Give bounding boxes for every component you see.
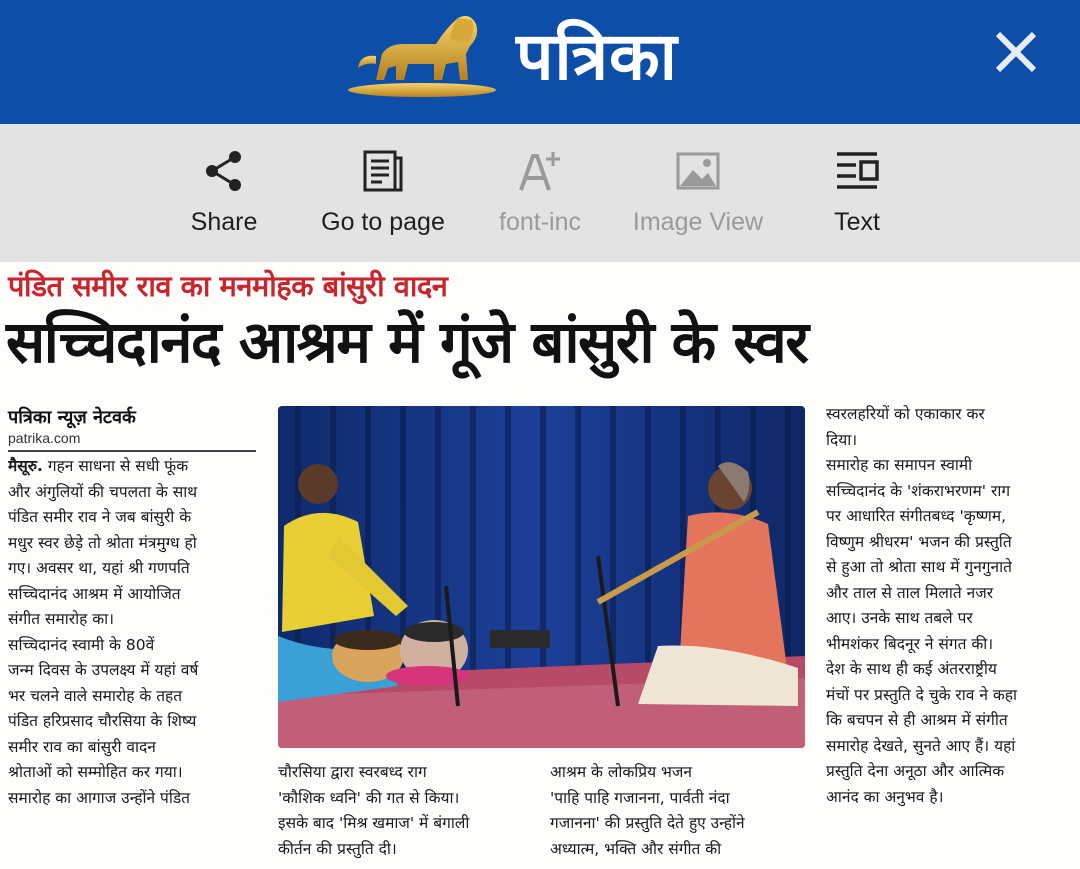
image-view-button[interactable] <box>624 148 772 248</box>
column-line: गए। अवसर था, यहां श्री गणपति <box>8 559 190 577</box>
column-line: सच्चिदानंद के 'शंकराभरणम' राग <box>826 481 1011 500</box>
column-line: भर चलने वाले समारोह के तहत <box>8 686 183 705</box>
byline-divider <box>8 450 256 452</box>
reader-toolbar <box>0 124 1080 262</box>
article-photo <box>278 406 805 748</box>
go-to-page-label: Go to page <box>321 208 445 236</box>
column-line: आए। उनके साथ तबले पर <box>826 609 973 627</box>
image-icon <box>675 148 721 194</box>
column-line: पंडित हरिप्रसाद चौरसिया के शिष्य <box>8 712 197 730</box>
image-view-label: Image View <box>632 208 764 236</box>
column-line: भीमशंकर बिदनूर ने संगत की। <box>826 634 994 653</box>
close-button[interactable] <box>986 22 1046 82</box>
column-line: पंडित समीर राव ने जब बांसुरी के <box>8 508 192 526</box>
column-line: प्रस्तुति देना अनूठा और आत्मिक <box>826 762 1005 780</box>
app-header <box>0 0 1080 124</box>
column-line: श्रोताओं को सम्मोहित कर गया। <box>8 763 183 781</box>
font-increase-label: font-inc <box>499 208 581 236</box>
page-icon <box>360 148 406 194</box>
share-label: Share <box>190 208 258 236</box>
dateline: मैसूरु. <box>8 457 43 475</box>
font-increase-button[interactable] <box>490 148 590 248</box>
article-column-4 <box>826 402 1076 810</box>
column-line: आनंद का अनुभव है। <box>826 787 944 806</box>
column-line: चौरसिया द्वारा स्वरबध्द राग <box>278 763 427 781</box>
byline: पत्रिका न्यूज़ नेटवर्क <box>8 407 136 428</box>
close-icon <box>986 22 1046 82</box>
share-icon <box>201 148 247 194</box>
column-line: अध्यात्म, भक्ति और संगीत की <box>550 839 722 858</box>
column-line: देश के साथ ही कई अंतरराष्ट्रीय <box>826 660 997 678</box>
column-line: समीर राव का बांसुरी वादन <box>8 737 156 756</box>
patrika-logo <box>346 8 746 104</box>
column-line: मैसूरु. गहन साधना से सधी फूंक <box>8 457 189 475</box>
column-line: और अंगुलियों की चपलता के साथ <box>8 482 198 501</box>
text-view-icon <box>834 148 880 194</box>
column-line: जन्म दिवस के उपलक्ष्य में यहां वर्ष <box>8 661 199 679</box>
column-line: समारोह देखते, सुनते आए हैं। यहां <box>826 736 1016 755</box>
lion-emblem-icon <box>346 8 496 100</box>
column-line: गजानना' की प्रस्तुति देते हुए उन्होंने <box>550 814 745 832</box>
article-clipping <box>0 262 1080 869</box>
column-line: कीर्तन की प्रस्तुति दी। <box>278 839 397 858</box>
font-increase-icon <box>517 148 563 194</box>
article-column-3 <box>550 760 812 862</box>
column-line: समारोह का समापन स्वामी <box>826 456 973 474</box>
column-line: दिया। <box>826 430 858 449</box>
go-to-page-button[interactable] <box>310 148 456 248</box>
column-line: 'कौशिक ध्वनि' की गत से किया। <box>278 788 460 807</box>
text-view-button[interactable] <box>822 148 892 248</box>
article-kicker: पंडित समीर राव का मनमोहक बांसुरी वादन <box>8 269 448 303</box>
column-line: विष्णुम श्रीधरम' भजन की प्रस्तुति <box>826 532 1012 551</box>
share-button[interactable] <box>174 148 274 248</box>
performers-image <box>278 406 805 748</box>
column-line: 'पाहि पाहि गजानना, पार्वती नंदा <box>550 788 730 807</box>
column-line: सच्चिदानंद आश्रम में आयोजित <box>8 584 181 603</box>
column-line: मधुर स्वर छेड़े तो श्रोता मंत्रमुग्ध हो <box>8 533 197 552</box>
column-line: से हुआ तो श्रोता साथ में गुनगुनाते <box>826 558 1012 576</box>
column-line: समारोह का आगाज उन्होंने पंडित <box>8 788 190 807</box>
article-column-1 <box>8 454 258 811</box>
article-headline: सच्चिदानंद आश्रम में गूंजे बांसुरी के स्वर <box>6 308 808 376</box>
column-line: और ताल से ताल मिलाते नजर <box>826 583 994 602</box>
text-view-label: Text <box>834 208 880 236</box>
column-line: पर आधारित संगीतबध्द 'कृष्णम, <box>826 507 1007 525</box>
column-line: इसके बाद 'मिश्र खमाज' में बंगाली <box>278 814 470 832</box>
column-line: स्वरलहरियों को एकाकार कर <box>826 405 985 423</box>
brand-title: पत्रिका <box>516 17 678 95</box>
column-line: कि बचपन से ही आश्रम में संगीत <box>826 711 1008 729</box>
column-line: संगीत समारोह का। <box>8 610 115 628</box>
column-line: आश्रम के लोकप्रिय भजन <box>550 763 693 781</box>
source-link: patrika.com <box>8 430 81 446</box>
column-line: सच्चिदानंद स्वामी के 80वें <box>8 635 155 654</box>
column-line: मंचों पर प्रस्तुति दे चुके राव ने कहा <box>826 685 1017 704</box>
article-column-2 <box>278 760 540 862</box>
